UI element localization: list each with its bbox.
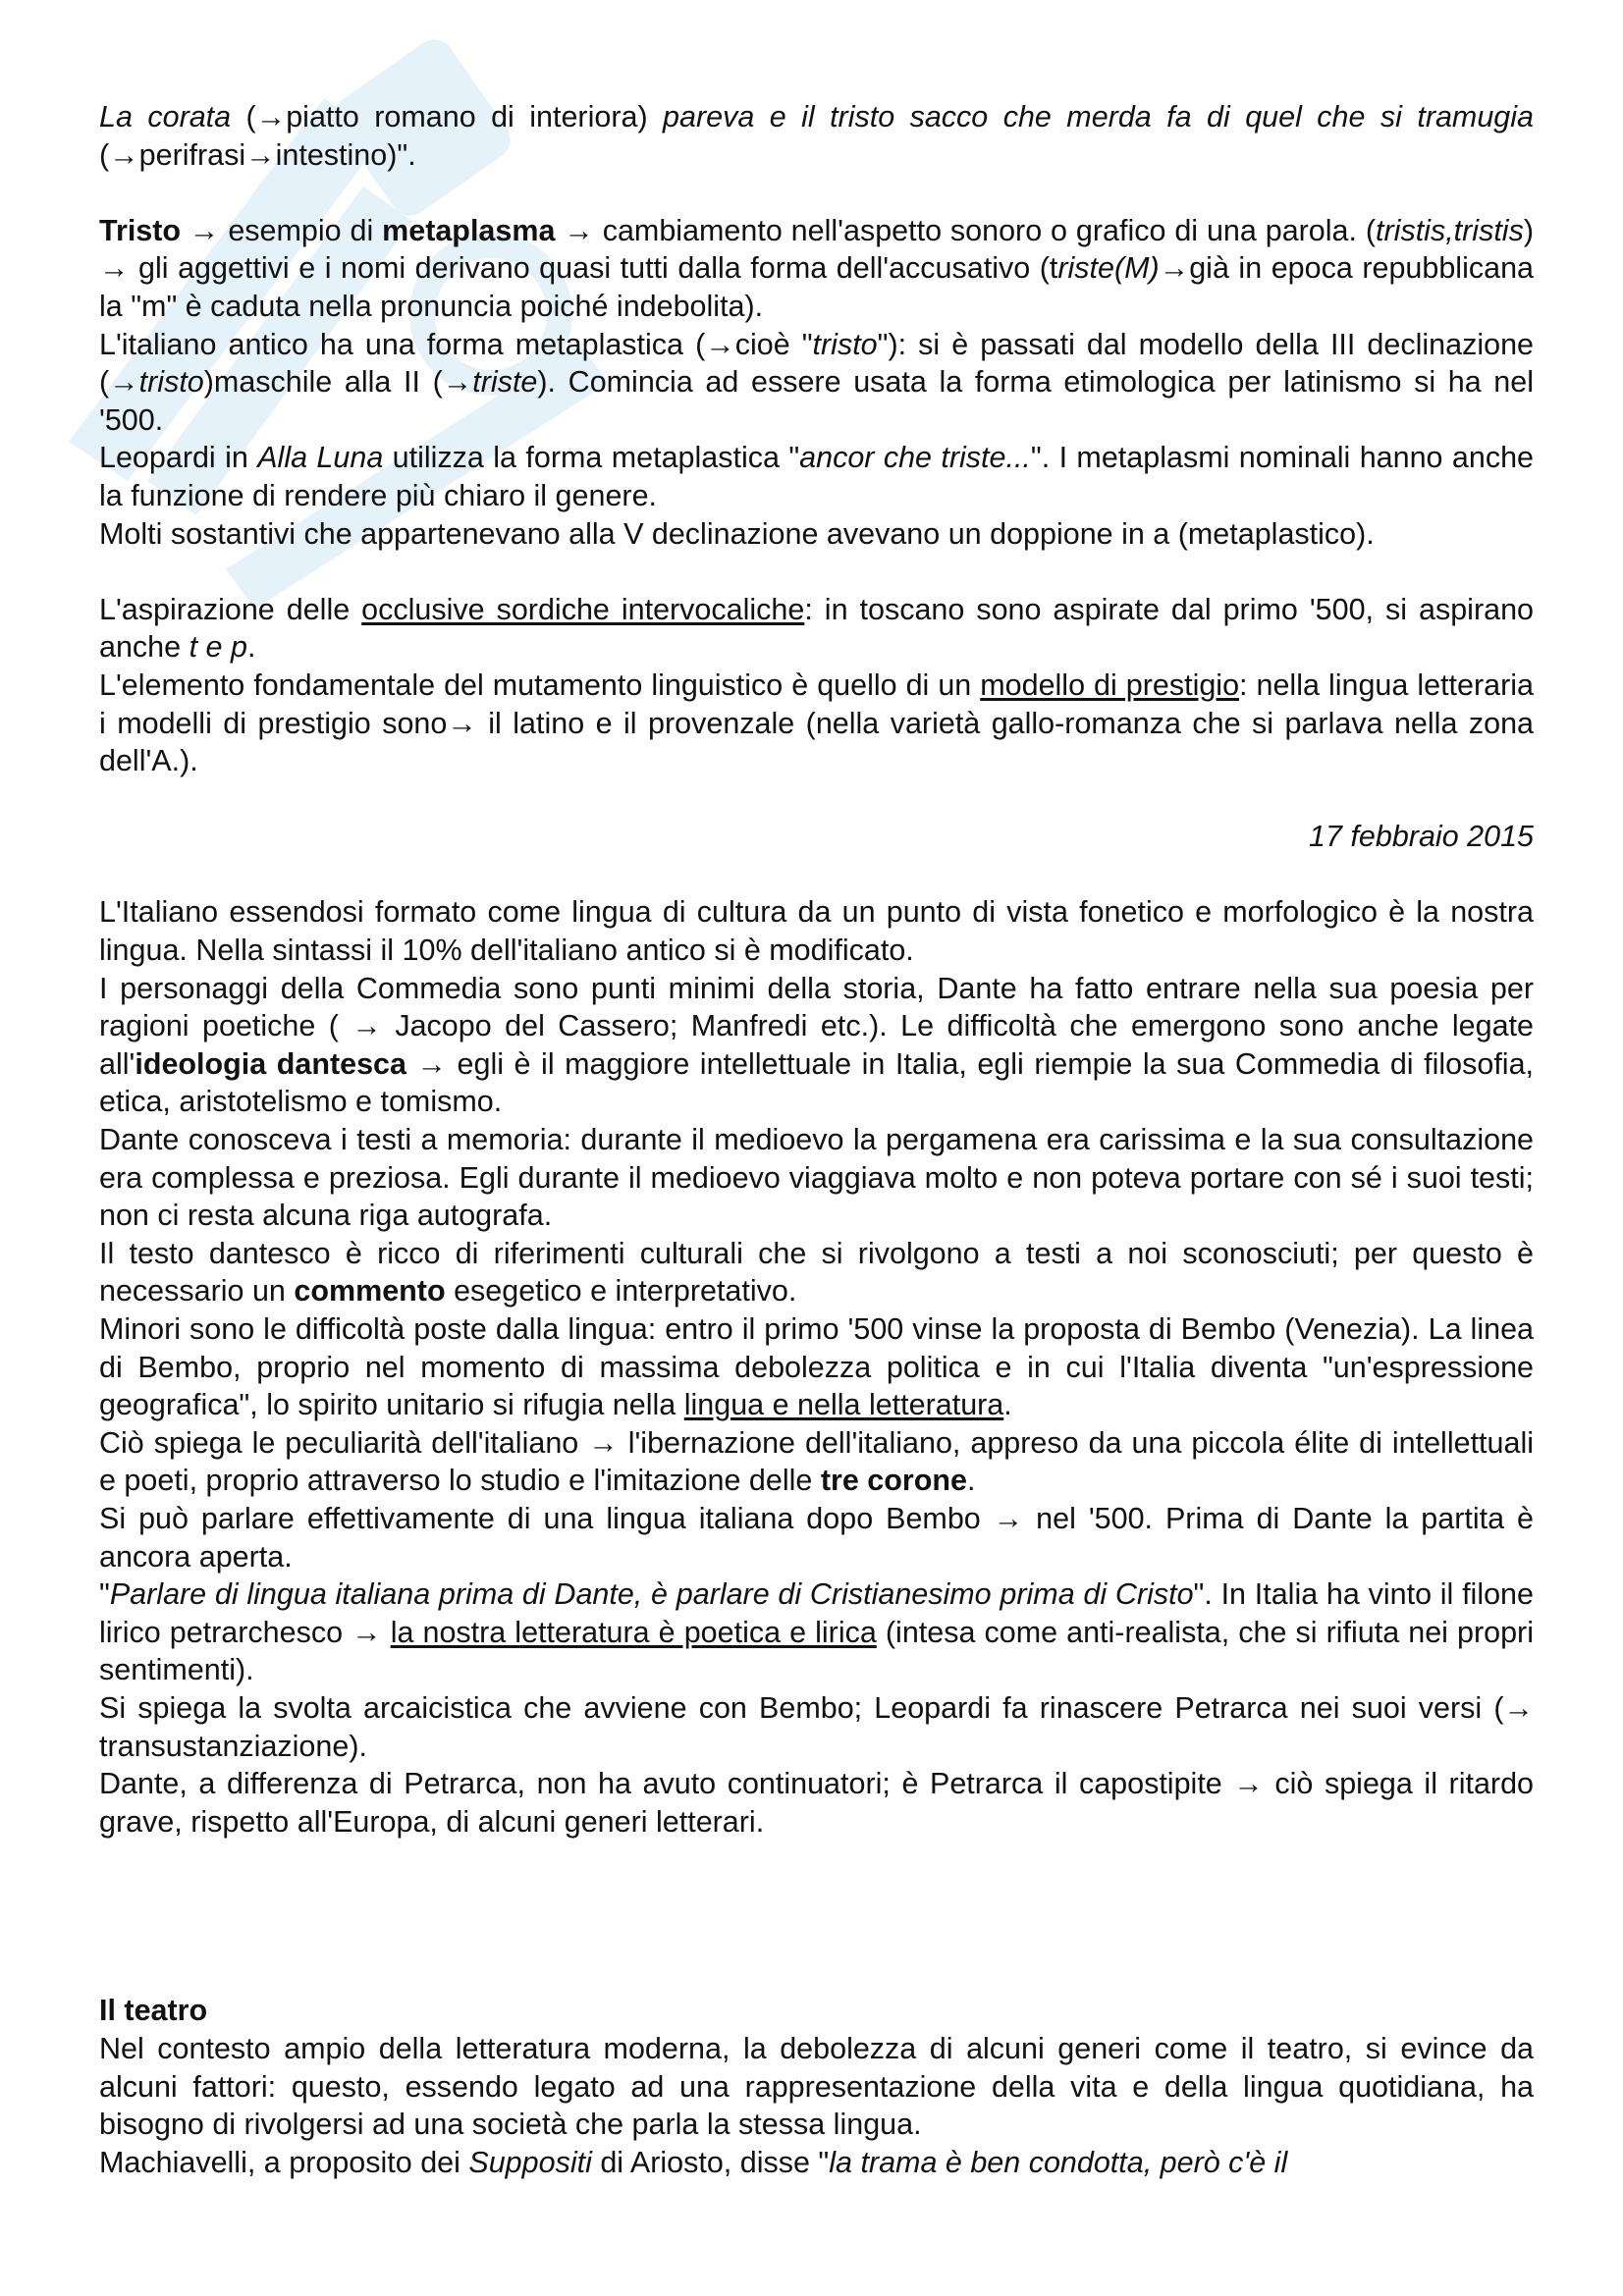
paragraph-continuatori: Dante, a differenza di Petrarca, non ha avuto continuatori; è Petrarca il capostipite → ciò spiega il ritardo grave, rispetto all'Europa, di alcuni generi letterari. [99, 1767, 1534, 1839]
paragraph-lingua-italiana: Si può parlare effettivamente di una lingua italiana dopo Bembo → nel '500. Prima di Dante la partita è ancora aperta. [99, 1501, 1534, 1574]
section-heading-teatro: Il teatro [99, 1994, 208, 2028]
paragraph-svolta: Si spiega la svolta arcaicistica che avviene con Bembo; Leopardi fa rinascere Petrarca nei suoi versi (→ transustanziazione). [99, 1690, 1534, 1763]
spacer [99, 553, 1534, 591]
paragraph-italiano-antico: L'italiano antico ha una forma metaplastica (→cioè "tristo"): si è passati dal modello della III declinazione (→tristo)maschile alla II (→triste). Comincia ad essere usata la forma etimologica per latinismo si ha nel '500. [99, 327, 1535, 437]
spacer [99, 780, 1534, 819]
paragraph-citazione: "Parlare di lingua italiana prima di Dante, è parlare di Cristianesimo prima di Cristo". In Italia ha vinto il filone lirico petrarchesco → la nostra letteratura è poetica e lirica (intesa come anti-realista, che si rifiuta nei propri sentimenti). [99, 1577, 1534, 1687]
spacer [99, 174, 1534, 212]
paragraph-bembo: Minori sono le difficoltà poste dalla lingua: entro il primo '500 vinse la proposta di Bembo (Venezia). La linea di Bembo, proprio nel momento di massima debolezza politica e in cui l'Italia diventa "un'espressione geografica", lo spirito unitario si rifugia nella lingua e nella letteratura. [99, 1312, 1534, 1422]
paragraph-dante-memoria: Dante conosceva i testi a memoria: durante il medioevo la pergamena era carissima e la sua consultazione era complessa e preziosa. Egli durante il medioevo viaggiava molto e non poteva portare con sé i suoi testi; non ci resta alcuna riga autografa. [99, 1123, 1534, 1233]
paragraph-corata: La corata (→piatto romano di interiora) pareva e il tristo sacco che merda fa di quel che si tramugia (→perifrasi→intestino)". [99, 100, 1535, 172]
paragraph-italiano-cultura: L'Italiano essendosi formato come lingua di cultura da un punto di vista fonetico e morfologico è la nostra lingua. Nella sintassi il 10% dell'italiano antico si è modificato. [99, 895, 1534, 968]
paragraph-tristo: Tristo → esempio di metaplasma → cambiamento nell'aspetto sonoro o grafico di una parola. (tristis,tristis) → gli aggettivi e i nomi derivano quasi tutti dalla forma dell'accusativo (triste(M)→già in epoca repubblicana la "m" è caduta nella pronuncia poiché indebolita). [99, 213, 1535, 323]
paragraph-peculiarita: Ciò spiega le peculiarità dell'italiano → l'ibernazione dell'italiano, appreso da una piccola élite di intellettuali e poeti, proprio attraverso lo studio e l'imitazione delle tre corone. [99, 1425, 1534, 1498]
spacer [99, 1841, 1534, 1992]
paragraph-sostantivi: Molti sostantivi che appartenevano alla V declinazione avevano un doppione in a (metaplastico). [99, 516, 1375, 551]
paragraph-machiavelli: Machiavelli, a proposito dei Suppositi di Ariosto, disse "la trama è ben condotta, però c'è il [99, 2145, 1288, 2179]
paragraph-personaggi: I personaggi della Commedia sono punti minimi della storia, Dante ha fatto entrare nella sua poesia per ragioni poetiche ( → Jacopo del Cassero; Manfredi etc.). Le difficoltà che emergono sono anche legate all'ideologia dantesca → egli è il maggiore intellettuale in Italia, egli riempie la sua Commedia di filosofia, etica, aristotelismo e tomismo. [99, 971, 1535, 1119]
document-body [99, 98, 1534, 2181]
paragraph-modello-prestigio: L'elemento fondamentale del mutamento linguistico è quello di un modello di prestigio: nella lingua letteraria i modelli di prestigio sono→ il latino e il provenzale (nella varietà gallo-romanza che si parlava nella zona dell'A.). [99, 667, 1534, 778]
paragraph-aspirazione: L'aspirazione delle occlusive sordiche intervocaliche: in toscano sono aspirate dal primo '500, si aspirano anche t e p. [99, 592, 1534, 665]
spacer [99, 856, 1534, 894]
paragraph-testo-dantesco: Il testo dantesco è ricco di riferimenti culturali che si rivolgono a testi a noi sconosciuti; per questo è necessario un commento esegetico e interpretativo. [99, 1236, 1534, 1308]
date-heading: 17 febbraio 2015 [1309, 820, 1534, 854]
paragraph-leopardi: Leopardi in Alla Luna utilizza la forma metaplastica "ancor che triste...". I metaplasmi nominali hanno anche la funzione di rendere più chiaro il genere. [99, 441, 1534, 512]
paragraph-teatro: Nel contesto ampio della letteratura moderna, la debolezza di alcuni generi come il teatro, si evince da alcuni fattori: questo, essendo legato ad una rappresentazione della vita e della lingua quotidiana, ha bisogno di rivolgersi ad una società che parla la stessa lingua. [99, 2031, 1534, 2142]
